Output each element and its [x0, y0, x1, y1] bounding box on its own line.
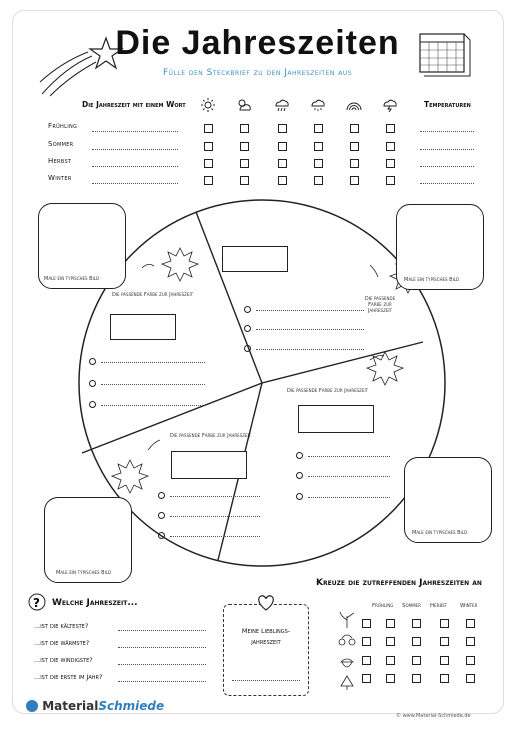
- cross-row-icons: [336, 612, 358, 694]
- cross-row-checkbox[interactable]: [362, 674, 371, 683]
- acorn-icon: [341, 659, 353, 662]
- bullet-answer-line[interactable]: [101, 362, 205, 363]
- season-cross-checkbox[interactable]: [440, 674, 449, 683]
- quiz-title: Welche Jahreszeit...: [52, 598, 138, 608]
- bullet-dot: [89, 380, 96, 387]
- season-cross-checkbox[interactable]: [466, 619, 475, 628]
- picture-label: Male ein typisches Bild: [412, 530, 468, 536]
- cross-row-checkbox[interactable]: [362, 656, 371, 665]
- page-title: Die Jahreszeiten: [115, 24, 400, 62]
- heart-icon: [256, 594, 276, 612]
- bullet-dot: [244, 325, 251, 332]
- color-label-spring: Die passende Farbe zur Jahreszeit: [112, 292, 194, 298]
- bullet-answer-line[interactable]: [170, 516, 260, 517]
- bullet-dot: [244, 306, 251, 313]
- bullet-dot: [89, 401, 96, 408]
- color-field-winter[interactable]: [171, 451, 247, 479]
- season-cross-checkbox[interactable]: [440, 656, 449, 665]
- season-cross-checkbox[interactable]: [412, 656, 421, 665]
- color-label-summer: Die passende Farbe zur Jahreszeit: [364, 296, 396, 314]
- favorite-label: Meine Lieblings- jahreszeit: [241, 627, 291, 646]
- bullet-dot: [296, 452, 303, 459]
- season-label: Winter: [48, 174, 72, 182]
- temperature-column-header: Temperaturen: [424, 100, 471, 109]
- favorite-answer-line[interactable]: [232, 680, 300, 681]
- quiz-question: ...ist die kälteste?: [34, 622, 89, 630]
- season-cross-checkbox[interactable]: [440, 619, 449, 628]
- season-cross-checkbox[interactable]: [466, 674, 475, 683]
- bullet-answer-line[interactable]: [256, 329, 364, 330]
- season-cross-checkbox[interactable]: [466, 637, 475, 646]
- footer-url: © www.Material-Schmiede.de: [396, 713, 471, 719]
- season-label: Frühling: [48, 122, 78, 130]
- bullet-answer-line[interactable]: [256, 349, 364, 350]
- picture-label: Male ein typisches Bild: [404, 277, 460, 283]
- bullet-answer-line[interactable]: [170, 496, 260, 497]
- bullet-dot: [158, 492, 165, 499]
- color-field-autumn[interactable]: [298, 405, 374, 433]
- quiz-question: ...ist die windigste?: [34, 656, 93, 664]
- cross-column-label: Sommer: [402, 603, 421, 609]
- bullet-answer-line[interactable]: [101, 384, 205, 385]
- sprout-icon: [340, 612, 354, 628]
- bullet-answer-line[interactable]: [308, 476, 390, 477]
- season-cross-checkbox[interactable]: [386, 619, 395, 628]
- color-field-summer[interactable]: [222, 246, 288, 272]
- season-label: Herbst: [48, 157, 72, 165]
- quiz-answer-line[interactable]: [118, 630, 206, 631]
- picture-label: Male ein typisches Bild: [44, 276, 100, 282]
- quiz-answer-line[interactable]: [118, 647, 206, 648]
- color-label-autumn: Die passende Farbe zur Jahreszeit: [287, 388, 369, 394]
- bullet-dot: [89, 358, 96, 365]
- season-cross-checkbox[interactable]: [440, 637, 449, 646]
- cross-column-label: Frühling: [372, 603, 394, 609]
- quiz-answer-line[interactable]: [118, 664, 206, 665]
- question-icon: [27, 592, 47, 612]
- quiz-question: ...ist die wärmste?: [34, 639, 90, 647]
- season-cross-checkbox[interactable]: [386, 637, 395, 646]
- bullet-dot: [158, 532, 165, 539]
- svg-text:?: ?: [33, 596, 40, 610]
- cross-column-label: Winter: [460, 603, 478, 609]
- word-column-header: Die Jahreszeit mit einem Wort: [82, 100, 186, 109]
- bullet-answer-line[interactable]: [101, 405, 205, 406]
- color-label-winter: Die passende Farbe zur Jahreszeit: [170, 433, 252, 439]
- bullet-dot: [296, 493, 303, 500]
- season-cross-checkbox[interactable]: [412, 637, 421, 646]
- season-cross-checkbox[interactable]: [412, 619, 421, 628]
- color-field-spring[interactable]: [110, 314, 176, 340]
- bullet-dot: [296, 472, 303, 479]
- season-cross-checkbox[interactable]: [386, 656, 395, 665]
- cross-row-checkbox[interactable]: [362, 619, 371, 628]
- logo-icon: [26, 700, 38, 712]
- quiz-answer-line[interactable]: [118, 681, 206, 682]
- quiz-question: ...ist die erste im Jahr?: [34, 673, 103, 681]
- bullet-answer-line[interactable]: [308, 497, 390, 498]
- christmas-tree-icon: [341, 676, 353, 686]
- bullet-answer-line[interactable]: [170, 536, 260, 537]
- bullet-answer-line[interactable]: [256, 310, 364, 311]
- season-cross-checkbox[interactable]: [386, 674, 395, 683]
- bullet-dot: [158, 512, 165, 519]
- cross-title: Kreuze die zutreffenden Jahreszeiten an: [316, 578, 482, 588]
- picture-label: Male ein typisches Bild: [56, 570, 112, 576]
- cross-column-label: Herbst: [430, 603, 448, 609]
- brand-logo: MaterialSchmiede: [26, 699, 164, 713]
- favorite-season-box[interactable]: [223, 604, 309, 696]
- bullet-dot: [244, 345, 251, 352]
- page-subtitle: Fülle den Steckbrief zu den Jahreszeiten aus: [162, 68, 353, 78]
- bullet-answer-line[interactable]: [308, 456, 390, 457]
- season-cross-checkbox[interactable]: [412, 674, 421, 683]
- season-cross-checkbox[interactable]: [466, 656, 475, 665]
- season-label: Sommer: [48, 140, 74, 148]
- cross-row-checkbox[interactable]: [362, 637, 371, 646]
- cherries-icon: [342, 635, 352, 638]
